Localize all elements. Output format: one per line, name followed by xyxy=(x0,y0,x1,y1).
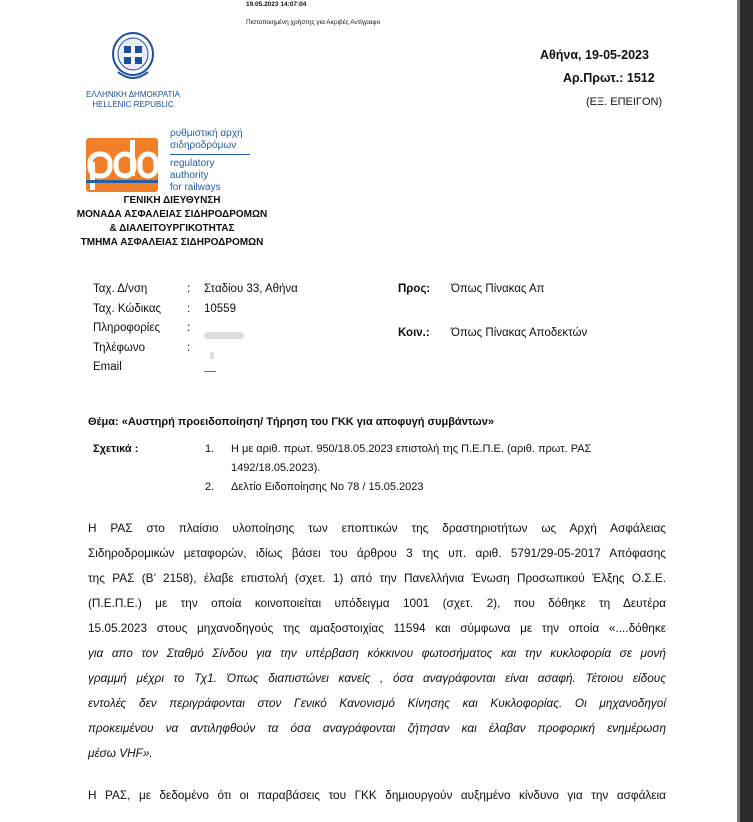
body-line-4: (Π.Ε.Π.Ε.) με την οποία κοινοποιείται υπόδειγμα 1001 (σχετ. 2), που δόθηκε τη Δευτέρα xyxy=(88,596,666,610)
contact-sep-address: : xyxy=(187,283,191,295)
subject-line: Θέμα: «Αυστηρή προειδοποίηση/ Τήρηση του ΓΚΚ για αποφυγή συμβάντων» xyxy=(88,416,494,428)
ras-en-line1: regulatory xyxy=(170,158,215,169)
stamp-certified: Πιστοποιημένη χρήστης για Ακριβές Αντίγραφο xyxy=(246,19,381,26)
protocol-number: Αρ.Πρωτ.: 1512 xyxy=(563,71,655,85)
body-italic-line-1: για απο τον Σταθμό Σίνδου για την υπέρβαση κόκκινου φωτοσήματος και την κυκλοφορία σε μονή xyxy=(88,646,666,660)
related-item-1-line1: Η με αριθ. πρωτ. 950/18.05.2023 επιστολή της Π.Ε.Π.Ε. (αριθ. πρωτ. ΡΑΣ xyxy=(231,443,592,455)
stamp-datetime: 19.05.2023 14:07:04 xyxy=(246,1,307,8)
to-label: Προς: xyxy=(398,283,431,295)
cc-value: Όπως Πίνακας Αποδεκτών xyxy=(451,327,588,339)
related-item-1-line2: 1492/18.05.2023). xyxy=(231,462,321,474)
body-line-5: 15.05.2023 στους μηχανοδηγούς της αμαξοστοιχίας 11594 και σύμφωνα με την οποία «....δόθηκε xyxy=(88,621,666,635)
body-italic-line-4: προκειμένου να αντιληφθούν τα όσα αναγράφονται ζήτησαν και έλαβαν προφορική ενημέρωση xyxy=(88,721,666,735)
ras-divider xyxy=(170,154,250,155)
body-italic-line-5: μέσω VHF». xyxy=(88,746,153,760)
dept-line-4: ΤΜΗΜΑ ΑΣΦΑΛΕΙΑΣ ΣΙΔΗΡΟΔΡΟΜΩΝ xyxy=(80,237,264,248)
contact-label-phone: Τηλέφωνο xyxy=(93,342,146,354)
contact-label-info: Πληροφορίες xyxy=(93,322,161,334)
dept-line-1: ΓΕΝΙΚΗ ΔΙΕΥΘΥΝΣΗ xyxy=(123,195,221,206)
republic-en: HELLENIC REPUBLIC xyxy=(92,100,174,109)
dept-line-3: & ΔΙΑΛΕΙΤΟΥΡΓΙΚΟΤΗΤΑΣ xyxy=(109,223,235,234)
ras-gr-line2: σιδηροδρόμων xyxy=(170,140,237,151)
to-value: Όπως Πίνακας Απ xyxy=(451,283,545,295)
contact-label-address: Ταχ. Δ/νση xyxy=(93,283,148,295)
contact-value-address: Σταδίου 33, Αθήνα xyxy=(204,283,298,295)
document-date: Αθήνα, 19-05-2023 xyxy=(540,48,649,62)
ras-gr-line1: ρυθμιστική αρχή xyxy=(170,128,243,139)
redacted-email-link[interactable] xyxy=(204,371,216,372)
body-line-2: Σιδηροδρομικών μεταφορών, ιδίως βάσει του άρθρου 3 της υπ. αριθ. 5791/29-05-2017 Απόφασης xyxy=(88,546,666,560)
body-paragraph-2-line-1: Η ΡΑΣ, με δεδομένο ότι οι παραβάσεις του ΓΚΚ δημιουργούν αυξημένο κίνδυνο για την ασφάλεια xyxy=(88,788,666,802)
body-line-3: της ΡΑΣ (Β’ 2158), έλαβε επιστολή (σχετ. 1) από την Πανελλήνια Ένωση Προσωπικού Έλξης Ο.Σ.Ε. xyxy=(88,571,666,585)
ras-logo-icon xyxy=(86,138,158,192)
contact-value-postcode: 10559 xyxy=(204,303,236,315)
republic-gr: ΕΛΛΗΝΙΚΗ ΔΗΜΟΚΡΑΤΙΑ xyxy=(86,90,180,99)
body-italic-line-2: γραμμή μέχρι το Τχ1. Όπως διαπιστώνει κανείς , όσα αναγράφονται είναι ασαφή. Τέτοιου είδους xyxy=(88,671,666,685)
urgent-label: (ΕΞ. ΕΠΕΙΓΟΝ) xyxy=(586,96,663,108)
related-label: Σχετικά : xyxy=(93,443,139,455)
related-item-2-num: 2. xyxy=(205,481,215,493)
redacted-info xyxy=(204,327,244,345)
ras-en-line3: for railways xyxy=(170,182,221,193)
contact-sep-info: : xyxy=(187,322,191,334)
contact-sep-phone: : xyxy=(187,342,191,354)
dept-line-2: ΜΟΝΑΔΑ ΑΣΦΑΛΕΙΑΣ ΣΙΔΗΡΟΔΡΟΜΩΝ xyxy=(76,209,268,220)
ras-en-line2: authority xyxy=(170,170,209,181)
body-line-1: Η ΡΑΣ στο πλαίσιο υλοποίησης των εποπτικών της δραστηριοτήτων ως Αρχή Ασφάλειας xyxy=(88,521,666,535)
body-italic-line-3: εντολές δεν περιγράφονται στον Γενικό Κανονισμό Κίνησης και Κυκλοφορίας. Οι μηχανοδηγοί xyxy=(88,696,666,710)
contact-sep-postcode: : xyxy=(187,303,191,315)
redacted-phone xyxy=(210,347,214,365)
contact-label-postcode: Ταχ. Κώδικας xyxy=(93,303,162,315)
related-item-2-line1: Δελτίο Ειδοποίησης Νο 78 / 15.05.2023 xyxy=(231,481,424,493)
contact-label-email: Email xyxy=(93,361,122,373)
cc-label: Κοιν.: xyxy=(398,327,430,339)
greek-emblem-icon xyxy=(110,30,156,86)
related-item-1-num: 1. xyxy=(205,443,215,455)
viewer-edge xyxy=(740,0,753,822)
